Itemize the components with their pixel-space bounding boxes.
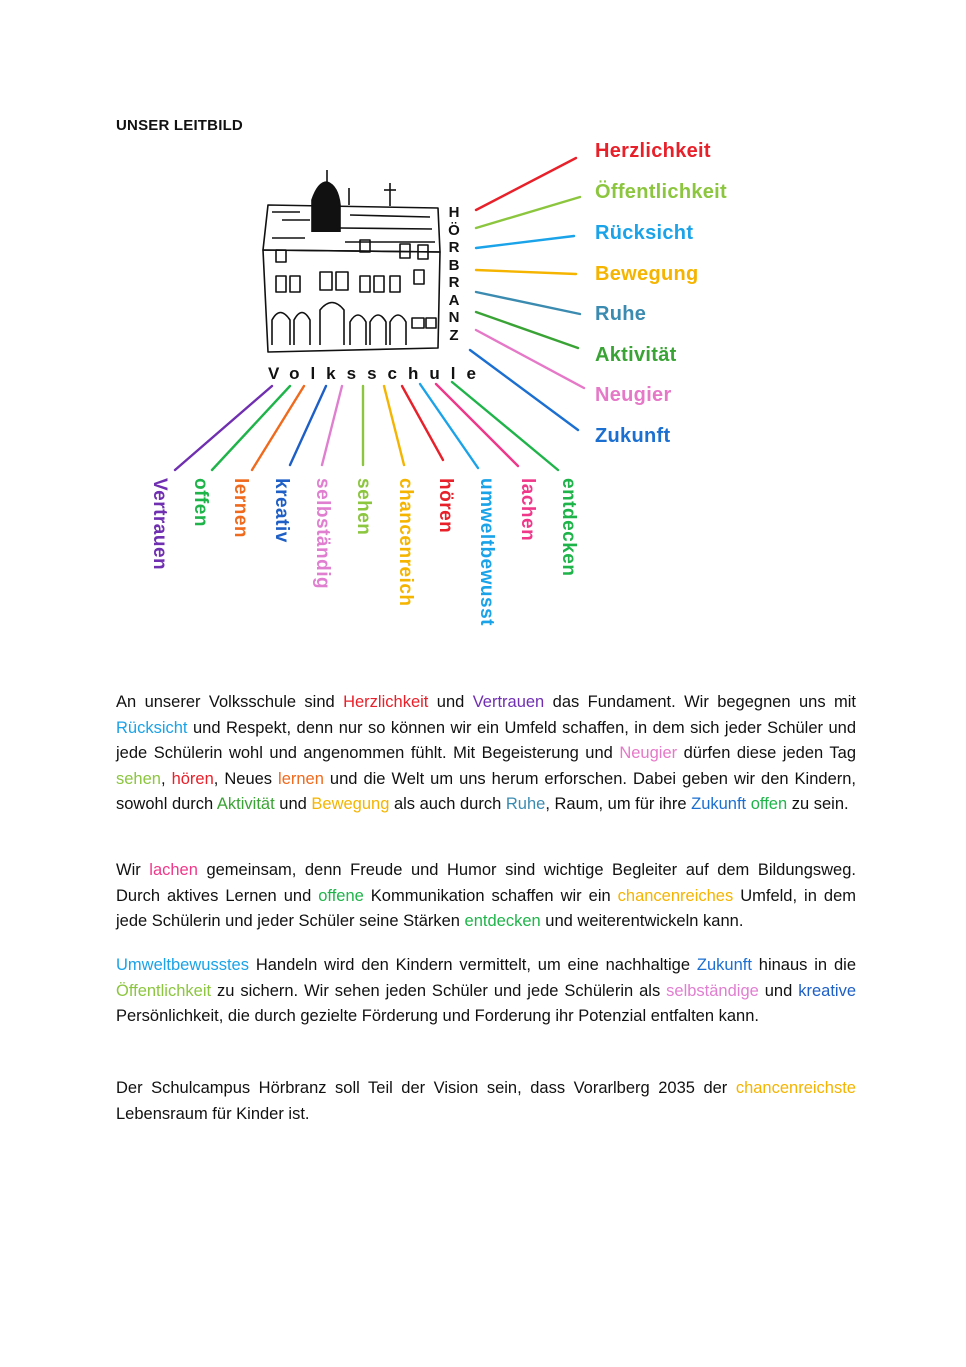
highlighted-keyword: Ruhe (505, 795, 546, 813)
highlighted-keyword: selbständige (666, 981, 759, 1000)
school-building-drawing (263, 170, 440, 352)
text-run: An unserer Volksschule sind (116, 693, 344, 711)
value-word: Öffentlichkeit (595, 181, 727, 203)
ray-line (452, 382, 558, 470)
paragraph (116, 1076, 856, 1127)
text-run: , Raum, um für ihre (545, 795, 692, 813)
text-run: und weiterentwickeln kann. (540, 912, 744, 930)
ray-line (322, 386, 342, 465)
highlighted-keyword: Herzlichkeit (343, 693, 429, 711)
text-run: das Fundament. Wir begegnen uns mit (544, 693, 856, 711)
text-run: Handeln wird den Kindern vermittelt, um eine nachhaltige (248, 956, 697, 974)
value-word: Aktivität (595, 344, 677, 366)
text-run: Der Schulcampus Hörbranz soll Teil der Vision sein, dass Vorarlberg 2035 der (116, 1079, 736, 1097)
value-word: Bewegung (595, 263, 699, 285)
highlighted-keyword: offen (750, 795, 788, 813)
text-run: und die Welt um uns herum erforschen. Dabei geben wir den Kindern, sowohl durch (116, 769, 857, 813)
value-word-vertical: umweltbewusst (476, 478, 497, 626)
highlighted-keyword: chancenreichste (735, 1079, 856, 1097)
highlighted-keyword: entdecken (464, 912, 541, 930)
text-run: Umfeld, in dem jede Schülerin und jeder Schüler seine Stärken (116, 886, 856, 930)
value-word: Zukunft (595, 425, 671, 447)
highlighted-keyword: hören (171, 769, 214, 788)
value-word-vertical: sehen (353, 478, 374, 536)
paragraph (116, 858, 856, 935)
text-run: Persönlichkeit, die durch gezielte Förderung und Forderung ihr Potenzial entfalten kann. (116, 1007, 759, 1025)
text-run: Wir (116, 861, 150, 879)
highlighted-keyword: Rücksicht (116, 718, 188, 737)
ray-line (476, 270, 576, 274)
text-run: und (428, 693, 473, 711)
value-word-vertical: hören (435, 478, 456, 534)
text-run: und (274, 795, 312, 813)
ray-line (476, 312, 578, 348)
value-word-vertical: lachen (517, 478, 538, 542)
ray-line (476, 292, 580, 314)
value-word-vertical: entdecken (558, 478, 579, 577)
ray-line (402, 386, 443, 460)
text-run: Kommunikation schaffen wir ein (363, 886, 618, 905)
value-word-vertical: selbständig (312, 478, 333, 590)
value-word-vertical: Vertrauen (149, 478, 170, 571)
value-word-vertical: offen (190, 478, 211, 527)
text-run: zu sein. (787, 795, 849, 813)
paragraph (116, 953, 856, 1030)
value-word: Neugier (595, 384, 672, 406)
highlighted-keyword: offene (318, 886, 364, 905)
highlighted-keyword: kreative (798, 981, 856, 1000)
highlighted-keyword: Öffentlichkeit (116, 981, 212, 1000)
highlighted-keyword: sehen (116, 769, 161, 788)
school-name-label: Volksschule (268, 364, 487, 383)
highlighted-keyword: Vertrauen (472, 693, 545, 711)
text-run: Lebensraum für Kinder ist. (116, 1104, 310, 1123)
value-word: Herzlichkeit (595, 140, 711, 162)
ray-line (384, 386, 404, 465)
highlighted-keyword: chancenreiches (617, 886, 734, 905)
highlighted-keyword: lernen (278, 769, 324, 788)
highlighted-keyword: Umweltbewusstes (116, 956, 249, 974)
text-run: und (758, 981, 799, 1000)
value-word-vertical: lernen (230, 478, 251, 539)
text-run: , Neues (213, 769, 279, 788)
school-name-vertical: HÖRBRANZ (448, 204, 460, 344)
text-run: und Respekt, denn nur so können wir ein Umfeld schaffen, in dem sich jeder Schüler und jede Schülerin wohl und angenommen fühlt. Mit Begeisterung und (116, 718, 856, 762)
text-run: hinaus in die (751, 956, 856, 974)
text-run: , (160, 769, 172, 788)
highlighted-keyword: Neugier (619, 744, 678, 762)
text-run: zu sichern. Wir sehen jeden Schüler und jede Schülerin als (211, 981, 667, 1000)
page-title: UNSER LEITBILD (116, 117, 243, 134)
value-word: Ruhe (595, 303, 647, 325)
paragraph (116, 690, 856, 818)
text-run: gemeinsam, denn Freude und Humor sind wichtige Begleiter auf dem Bildungsweg. Durch aktives Lernen und (116, 861, 856, 905)
value-word: Rücksicht (595, 222, 694, 244)
highlighted-keyword: Zukunft (696, 956, 752, 974)
ray-line (470, 350, 578, 430)
ray-line (476, 236, 574, 248)
value-word-vertical: kreativ (271, 478, 292, 543)
ray-line (476, 330, 584, 388)
highlighted-keyword: Zukunft (691, 795, 747, 813)
highlighted-keyword: Aktivität (216, 795, 275, 813)
text-run: dürfen diese jeden Tag (677, 744, 857, 762)
highlighted-keyword: Bewegung (311, 795, 390, 813)
text-run: als auch durch (389, 795, 506, 813)
highlighted-keyword: lachen (149, 861, 198, 879)
value-word-vertical: chancenreich (395, 478, 416, 607)
